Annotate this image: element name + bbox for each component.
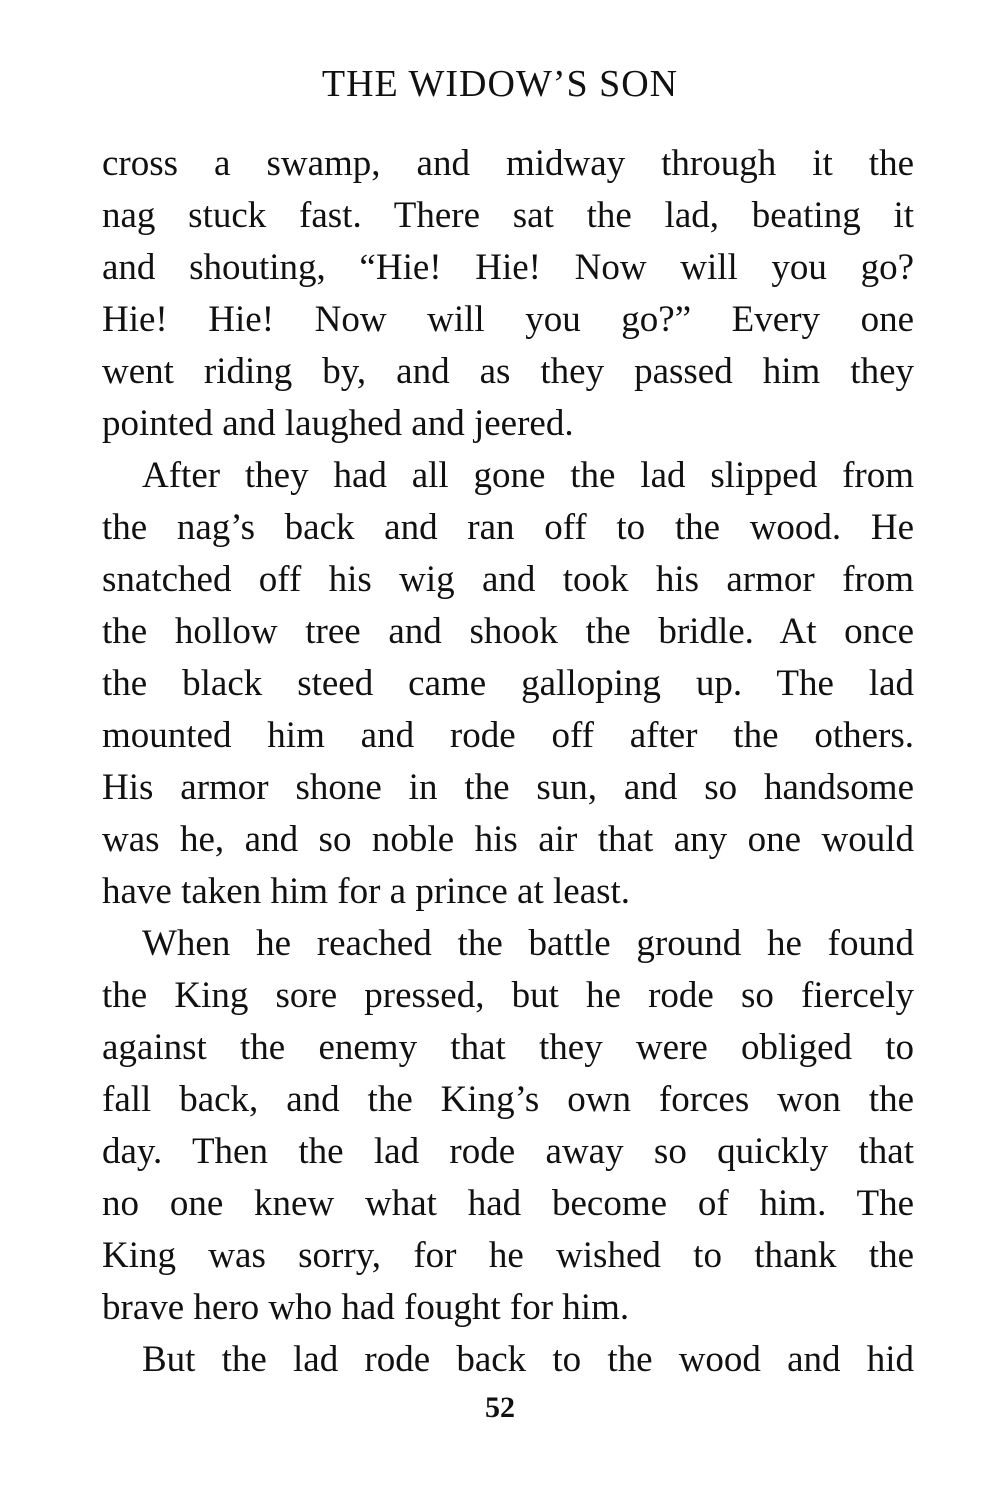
text-line: mounted him and rode off after the others. xyxy=(102,715,914,756)
text-line: went riding by, and as they passed him they xyxy=(102,351,914,392)
paragraph-3 xyxy=(102,918,914,1334)
text-line: Hie! Hie! Now will you go?” Every one xyxy=(102,299,914,340)
text-line: and shouting, “Hie! Hie! Now will you go? xyxy=(102,247,914,288)
text-line: King was sorry, for he wished to thank the xyxy=(102,1235,914,1276)
text-line: day. Then the lad rode away so quickly that xyxy=(102,1131,914,1172)
text-line: fall back, and the King’s own forces won the xyxy=(102,1079,914,1120)
text-line: against the enemy that they were obliged to xyxy=(102,1027,914,1068)
paragraph-1 xyxy=(102,138,914,450)
text-line: After they had all gone the lad slipped from xyxy=(142,455,914,496)
text-line: His armor shone in the sun, and so handsome xyxy=(102,767,914,808)
text-line: the black steed came galloping up. The lad xyxy=(102,663,914,704)
paragraph-4 xyxy=(102,1334,914,1386)
text-line: was he, and so noble his air that any one would xyxy=(102,819,914,860)
text-line: the King sore pressed, but he rode so fiercely xyxy=(102,975,914,1016)
text-line: have taken him for a prince at least. xyxy=(102,871,631,912)
body-text xyxy=(102,138,914,1386)
paragraph-2 xyxy=(102,450,914,918)
text-line: When he reached the battle ground he found xyxy=(142,923,914,964)
text-line: snatched off his wig and took his armor from xyxy=(102,559,914,600)
text-line: But the lad rode back to the wood and hid xyxy=(142,1339,914,1380)
text-line: pointed and laughed and jeered. xyxy=(102,403,574,444)
running-head-title: THE WIDOW’S SON xyxy=(321,63,679,105)
text-line: brave hero who had fought for him. xyxy=(102,1287,630,1328)
page-number: 52 xyxy=(485,1391,515,1424)
text-line: no one knew what had become of him. The xyxy=(102,1183,914,1224)
text-line: nag stuck fast. There sat the lad, beating it xyxy=(102,195,914,236)
text-line: the nag’s back and ran off to the wood. He xyxy=(102,507,914,548)
text-line: cross a swamp, and midway through it the xyxy=(102,143,914,184)
text-line: the hollow tree and shook the bridle. At once xyxy=(102,611,914,652)
